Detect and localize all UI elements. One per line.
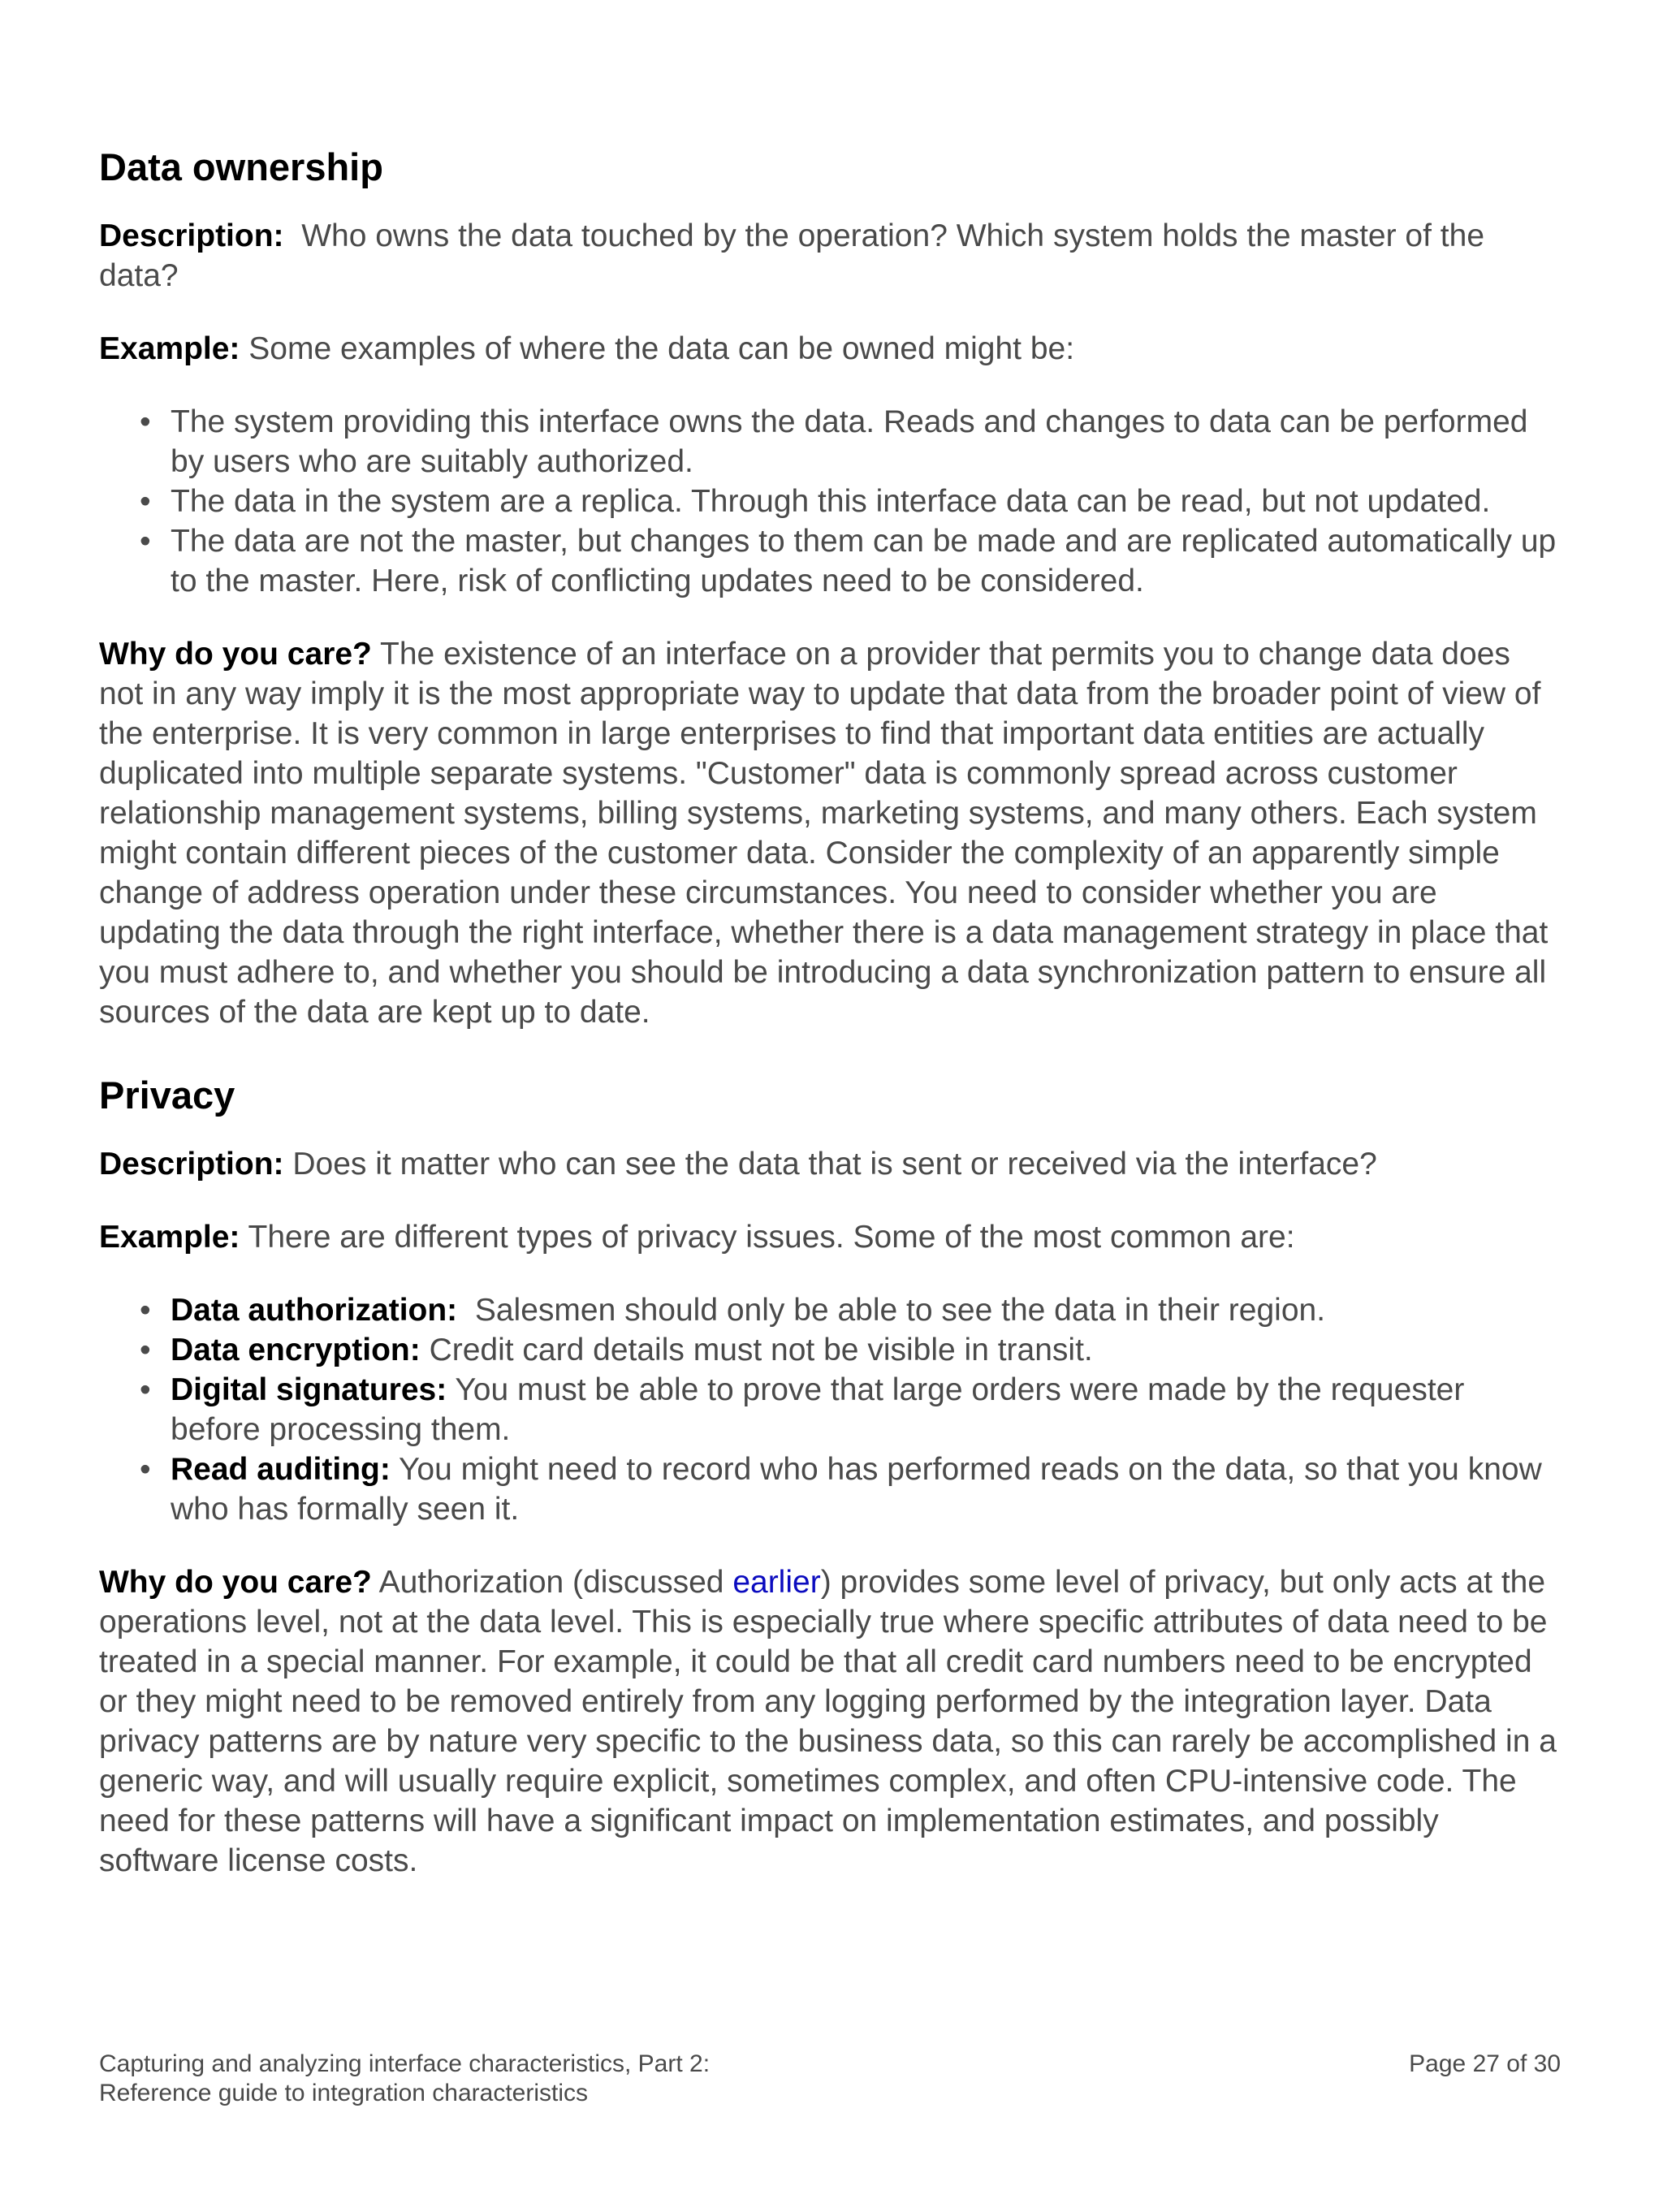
privacy-why-paragraph [99, 1562, 1561, 1881]
example-label: Example: [99, 1220, 240, 1255]
data-ownership-bullet-list [99, 402, 1561, 601]
list-item: • The data in the system are a replica. Through this interface data can be read, but not updated. [171, 482, 1561, 521]
footer-title-line-2: Reference guide to integration characteristics [99, 2080, 588, 2106]
section-privacy [99, 1066, 1561, 1881]
description-text: Who owns the data touched by the operation? Which system holds the master of the data? [99, 218, 1485, 293]
bullet-label: Data encryption: [171, 1333, 421, 1367]
list-item [171, 1449, 1561, 1529]
why-text: The existence of an interface on a provider that permits you to change data does not in any way imply it is the most appropriate way to update that data from the broader point of view of the enterprise. It is very common in large enterprises to find that important data entities are actually duplicated into multiple separate systems. "Customer" data is commonly spread across customer relationship management systems, billing systems, marketing systems, and many others. Each system might contain different pieces of the customer data. Consider the complexity of an apparently simple change of address operation under these circumstances. You need to consider whether you are updating the data through the right interface, whether there is a data management strategy in place that you must adhere to, and whether you should be introducing a data synchronization pattern to ensure all sources of the data are kept up to date. [99, 637, 1549, 1030]
bullet-text: You must be able to prove that large orders were made by the requester before processing them. [171, 1372, 1465, 1447]
privacy-bullet-list [99, 1290, 1561, 1529]
why-label: Why do you care? [99, 637, 372, 672]
bullet-label: Read auditing: [171, 1452, 391, 1487]
why-label: Why do you care? [99, 1565, 372, 1600]
section-heading-data-ownership: Data ownership [99, 145, 383, 188]
data-ownership-example [99, 329, 1561, 369]
description-text: Does it matter who can see the data that is sent or received via the interface? [292, 1147, 1377, 1182]
privacy-description [99, 1144, 1561, 1184]
data-ownership-description [99, 216, 1561, 296]
example-text: Some examples of where the data can be owned might be: [248, 331, 1075, 366]
privacy-example [99, 1217, 1561, 1257]
list-item [171, 1290, 1561, 1330]
document-page [99, 138, 1561, 1881]
earlier-link[interactable]: earlier [732, 1565, 821, 1600]
bullet-text: Credit card details must not be visible in transit. [429, 1333, 1093, 1367]
bullet-text: You might need to record who has performed reads on the data, so that you know who has formally seen it. [171, 1452, 1542, 1527]
bullet-text: Salesmen should only be able to see the data in their region. [474, 1293, 1326, 1328]
description-label: Description: [99, 1147, 284, 1182]
footer-page-number: Page 27 of 30 [1409, 2050, 1561, 2077]
list-item: • The data are not the master, but changes to them can be made and are replicated automatically up to the master. Here, risk of conflicting updates need to be considered. [171, 521, 1561, 601]
section-data-ownership [99, 138, 1561, 1032]
example-text: There are different types of privacy issues. Some of the most common are: [248, 1220, 1295, 1255]
description-label: Description: [99, 218, 284, 253]
list-item [171, 1330, 1561, 1370]
example-label: Example: [99, 331, 240, 366]
footer-title-line-1: Capturing and analyzing interface characteristics, Part 2: [99, 2050, 711, 2077]
bullet-label: Digital signatures: [171, 1372, 447, 1407]
why-text-after-link: ) provides some level of privacy, but only acts at the operations level, not at the data level. This is especially true where specific attributes of data need to be treated in a special manner. For example, it could be that all credit card numbers need to be encrypted or they might need to be removed entirely from any logging performed by the integration layer. Data privacy patterns are by nature very specific to the business data, so this can rarely be accomplished in a generic way, and will usually require explicit, sometimes complex, and often CPU-intensive code. The need for these patterns will have a significant impact on implementation estimates, and possibly software license costs. [99, 1565, 1557, 1878]
section-heading-privacy: Privacy [99, 1074, 235, 1117]
list-item: • The system providing this interface owns the data. Reads and changes to data can be performed by users who are suitably authorized. [171, 402, 1561, 482]
bullet-label: Data authorization: [171, 1293, 458, 1328]
why-text-before-link: Authorization (discussed [378, 1565, 724, 1600]
list-item [171, 1370, 1561, 1449]
footer-document-title [99, 2050, 1073, 2108]
data-ownership-why-paragraph [99, 634, 1561, 1032]
